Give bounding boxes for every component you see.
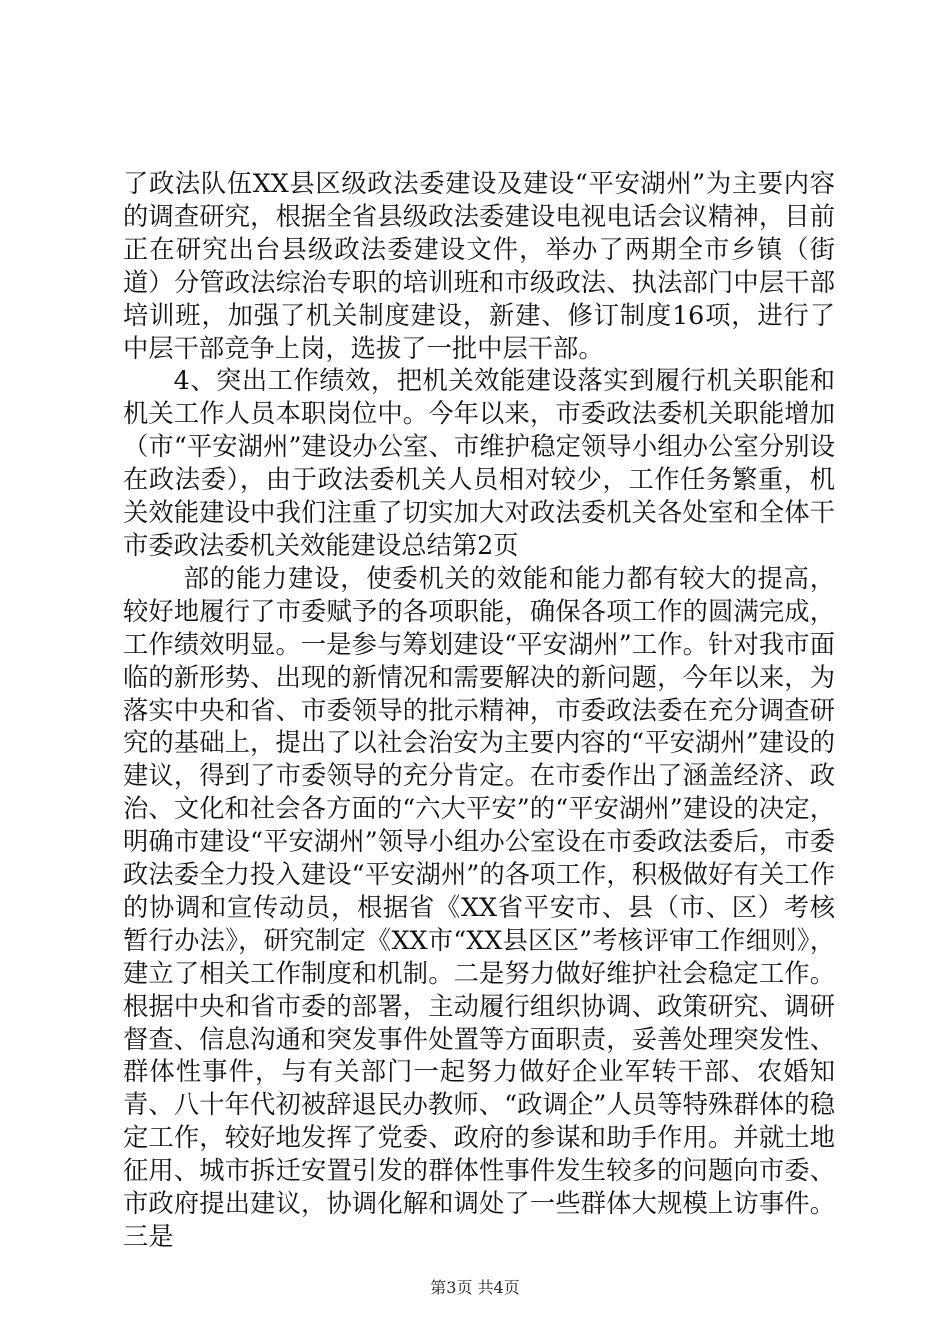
paragraph-item-4: 4、突出工作绩效，把机关效能建设落实到履行机关职能和机关工作人员本职岗位中。今年以来，市委政法委机关职能增加（市“平安湖州”建设办公室、市维护稳定领导小组办公室分别设在政法委），由于政法委机关人员相对较少，工作任务繁重，机关效能建设中我们注重了切实加大对政法委机关各处室和全体干市委政法委机关效能建设总结第2页 [123, 366, 835, 560]
document-body [123, 168, 835, 1254]
page-number-footer: 第3页 共4页 [430, 1278, 520, 1297]
paragraph-ability-building: 部的能力建设，使委机关的效能和能力都有较大的提高，较好地履行了市委赋予的各项职能，确保各项工作的圆满完成，工作绩效明显。一是参与筹划建设“平安湖州”工作。针对我市面临的新形势、出现的新情况和需要解决的新问题，今年以来，为落实中央和省、市委领导的批示精神，市委政法委在充分调查研究的基础上，提出了以社会治安为主要内容的“平安湖州”建设的建议，得到了市委领导的充分肯定。在市委作出了涵盖经济、政治、文化和社会各方面的“六大平安”的“平安湖州”建设的决定，明确市建设“平安湖州”领导小组办公室设在市委政法委后，市委政法委全力投入建设“平安湖州”的各项工作，积极做好有关工作的协调和宣传动员，根据省《XX省平安市、县（市、区）考核暂行办法》，研究制定《XX市“XX县区区”考核评审工作细则》，建立了相关工作制度和机制。二是努力做好维护社会稳定工作。根据中央和省市委的部署，主动履行组织协调、政策研究、调研督查、信息沟通和突发事件处置等方面职责，妥善处理突发性、群体性事件，与有关部门一起努力做好企业军转干部、农婚知青、八十年代初被辞退民办教师、“政调企”人员等特殊群体的稳定工作，较好地发挥了党委、政府的参谋和助手作用。并就土地征用、城市拆迁安置引发的群体性事件发生较多的问题向市委、市政府提出建议，协调化解和调处了一些群体大规模上访事件。三是 [123, 563, 835, 1251]
paragraph-continued: 了政法队伍XX县区级政法委建设及建设“平安湖州”为主要内容的调查研究，根据全省县级政法委建设电视电话会议精神，目前正在研究出台县级政法委建设文件，举办了两期全市乡镇（街道）分管政法综治专职的培训班和市级政法、执法部门中层干部培训班，加强了机关制度建设，新建、修订制度16项，进行了中层干部竞争上岗，选拔了一批中层干部。 [123, 169, 835, 363]
